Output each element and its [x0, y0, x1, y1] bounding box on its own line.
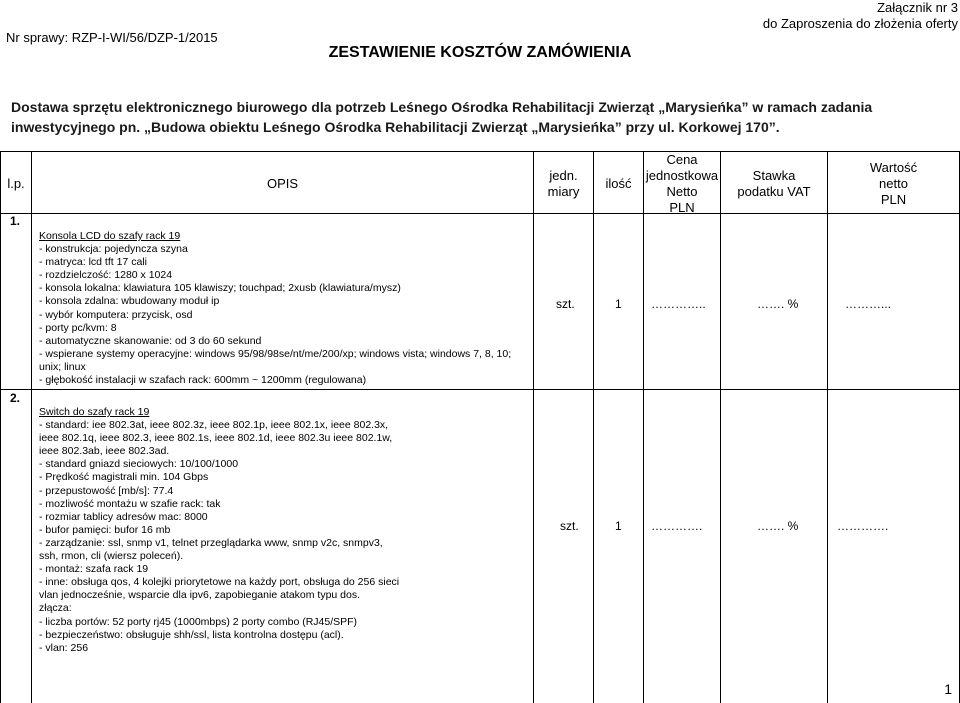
item-quantity: 1 — [615, 297, 622, 311]
item-unit: szt. — [556, 297, 575, 311]
table-rule — [593, 151, 594, 703]
case-reference: Nr sprawy: RZP-I-WI/56/DZP-1/2015 — [6, 30, 218, 45]
row-number: 2. — [10, 391, 21, 405]
item-name: Konsola LCD do szafy rack 19 — [39, 230, 181, 242]
column-header-lp: l.p. — [7, 176, 25, 191]
table-rule — [533, 151, 534, 703]
table-rule — [720, 151, 721, 703]
document-subject: Dostawa sprzętu elektronicznego biurowego dla potrzeb Leśnego Ośrodka Rehabilitacji Zwierząt „Marysieńka” w ramach zadania inwestycyjnego pn. „Budowa obiektu Leśnego Ośrodka Rehabilitacji Zwierząt „Marysieńka” przy ul. Korkowej 170”. — [11, 99, 873, 135]
column-header-net-value: Wartość netto PLN — [869, 160, 918, 207]
table-rule — [827, 151, 828, 703]
column-header-opis: OPIS — [266, 176, 299, 191]
item-net-value: …………. — [837, 519, 889, 533]
column-header-quantity: ilość — [605, 176, 632, 191]
table-rule — [0, 151, 960, 152]
attachment-line-2: do Zaproszenia do złożenia oferty — [762, 16, 958, 31]
table-rule — [0, 389, 960, 390]
item-unit-price: ………….. — [651, 297, 706, 311]
attachment-line-1: Załącznik nr 3 — [877, 0, 958, 15]
item-unit: szt. — [560, 519, 579, 533]
page-number: 1 — [944, 681, 952, 697]
item-vat-rate: ……. % — [757, 297, 799, 311]
table-rule — [31, 151, 32, 703]
row-number: 1. — [10, 214, 21, 228]
item-description: Konsola LCD do szafy rack 19 - konstrukcja: pojedyncza szyna - matryca: lcd tft 17 cali - rozdzielczość: 1280 x 1024 - konsola lokalna: klawiatura 105 klawiszy; touchpad; 2xusb (klawiatura/mysz) - konsola zdalna: wbudowany moduł ip - wybór komputera: przycisk, osd - porty pc/kvm: 8 - automatyczne skanowanie: od 3 do 60 sekund - wspierane systemy operacyjne: windows 95/98/98se/nt/me/200/xp; windows vista; windows 7, 8, 10; unix; linux - głębokość instalacji w szafach rack: 600mm ~ 1200mm (regulowana) — [39, 230, 512, 387]
column-header-unit-price: Cena jednostkowa Netto PLN — [645, 152, 719, 215]
column-header-unit: jedn. miary — [547, 168, 580, 199]
table-rule — [0, 151, 1, 703]
document-title: ZESTAWIENIE KOSZTÓW ZAMÓWIENIA — [328, 44, 632, 61]
item-net-value: ………... — [845, 297, 892, 311]
item-name: Switch do szafy rack 19 — [39, 406, 150, 418]
item-description: Switch do szafy rack 19 - standard: iee 802.3at, ieee 802.3z, ieee 802.1p, ieee 802.1x, ieee 802.3x, ieee 802.1q, ieee 802.3, ieee 802.1s, ieee 802.1d, ieee 802.3u ieee 802.1w, ieee 802.3ab, ieee 802.3ad. - standard gniazd sieciowych: 10/100/1000 - Prędkość magistrali min. 104 Gbps - przepustowość [mb/s]: 77.4 - mozliwość montażu w szafie rack: tak - rozmiar tablicy adresów mac: 8000 - bufor pamięci: bufor 16 mb - zarządzanie: ssl, snmp v1, telnet przeglądarka www, snmp v2c, snmpv3, ssh, rmon, cli (wiersz poleceń). - montaż: szafa rack 19 - inne: obsługa qos, 4 kolejki priorytetowe na każdy port, obsługa do 256 sieci vlan jednocześnie, wsparcie dla ipv6, zapobieganie atakom typu dos. złącza: - liczba portów: 52 porty rj45 (1000mbps) 2 porty combo (RJ45/SPF) - bezpieczeństwo: obsługuje shh/ssl, lista kontrolna dostępu (acl). - vlan: 256 — [39, 406, 400, 654]
item-quantity: 1 — [615, 519, 622, 533]
column-header-vat-rate: Stawka podatku VAT — [737, 168, 811, 199]
item-unit-price: …………. — [651, 519, 703, 533]
attachment-note — [763, 0, 958, 32]
table-rule — [643, 151, 644, 703]
item-vat-rate: ……. % — [757, 519, 799, 533]
table-rule — [0, 213, 960, 214]
